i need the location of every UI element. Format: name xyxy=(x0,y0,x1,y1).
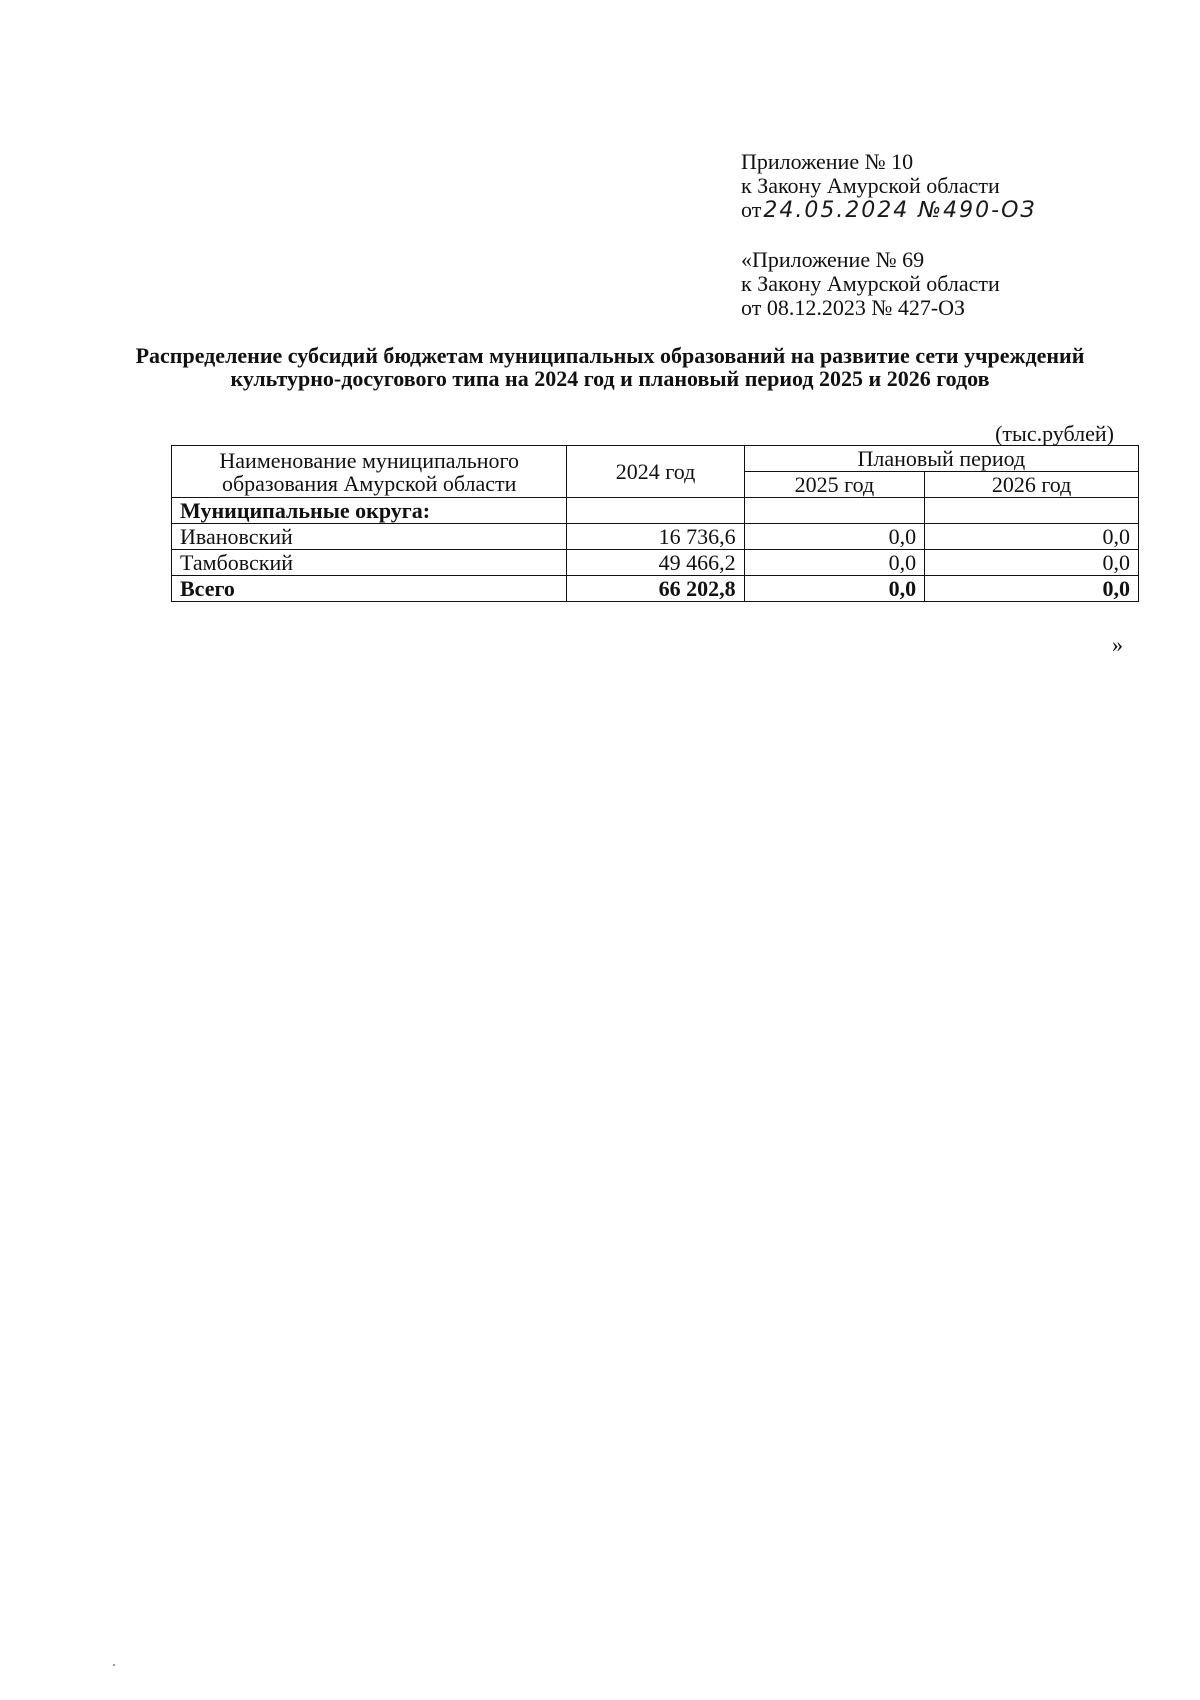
empty-cell xyxy=(744,498,925,524)
empty-cell xyxy=(567,498,744,524)
quoted-appendix-date: от 08.12.2023 № 427-ОЗ xyxy=(741,295,966,320)
document-title: Распределение субсидий бюджетам муниципальных образований на развитие сети учреждений культурно-досугового типа на 2024 год и плановый период 2025 и 2026 годов xyxy=(135,343,1085,391)
empty-cell xyxy=(925,498,1139,524)
table-header-row xyxy=(172,446,1139,472)
header-planned-period: Плановый период xyxy=(744,446,1138,472)
subsidy-table xyxy=(171,445,1139,602)
row-value-2025: 0,0 xyxy=(744,550,925,576)
scan-speck xyxy=(113,1664,115,1666)
total-label: Всего xyxy=(172,576,567,602)
total-value-2024: 66 202,8 xyxy=(567,576,744,602)
appendix-date-line xyxy=(741,198,1141,223)
header-2024: 2024 год xyxy=(567,446,744,498)
quoted-appendix-law-ref: к Закону Амурской области xyxy=(741,271,1000,296)
row-value-2026: 0,0 xyxy=(925,524,1139,550)
appendix-date-prefix: от xyxy=(741,197,762,222)
header-name: Наименование муниципального образования Амурской области xyxy=(172,446,567,498)
total-value-2026: 0,0 xyxy=(925,576,1139,602)
header-2026: 2026 год xyxy=(925,472,1139,498)
table-row xyxy=(172,524,1139,550)
closing-quote: » xyxy=(1112,632,1123,657)
row-value-2024: 16 736,6 xyxy=(567,524,744,550)
section-label: Муниципальные округа: xyxy=(172,498,567,524)
header-2025: 2025 год xyxy=(744,472,925,498)
row-name: Ивановский xyxy=(172,524,567,550)
quoted-appendix-number: «Приложение № 69 xyxy=(741,247,925,272)
units-label: (тыс.рублей) xyxy=(995,421,1114,446)
row-name: Тамбовский xyxy=(172,550,567,576)
section-row xyxy=(172,498,1139,524)
total-value-2025: 0,0 xyxy=(744,576,925,602)
appendix-law-ref: к Закону Амурской области xyxy=(741,173,1000,198)
handwritten-date-number: 24.05.2024 №490-ОЗ xyxy=(763,198,1037,223)
appendix-number: Приложение № 10 xyxy=(741,149,914,174)
total-row xyxy=(172,576,1139,602)
row-value-2026: 0,0 xyxy=(925,550,1139,576)
quoted-appendix-reference xyxy=(741,248,1141,320)
row-value-2024: 49 466,2 xyxy=(567,550,744,576)
row-value-2025: 0,0 xyxy=(744,524,925,550)
table-row xyxy=(172,550,1139,576)
appendix-reference xyxy=(741,150,1141,223)
